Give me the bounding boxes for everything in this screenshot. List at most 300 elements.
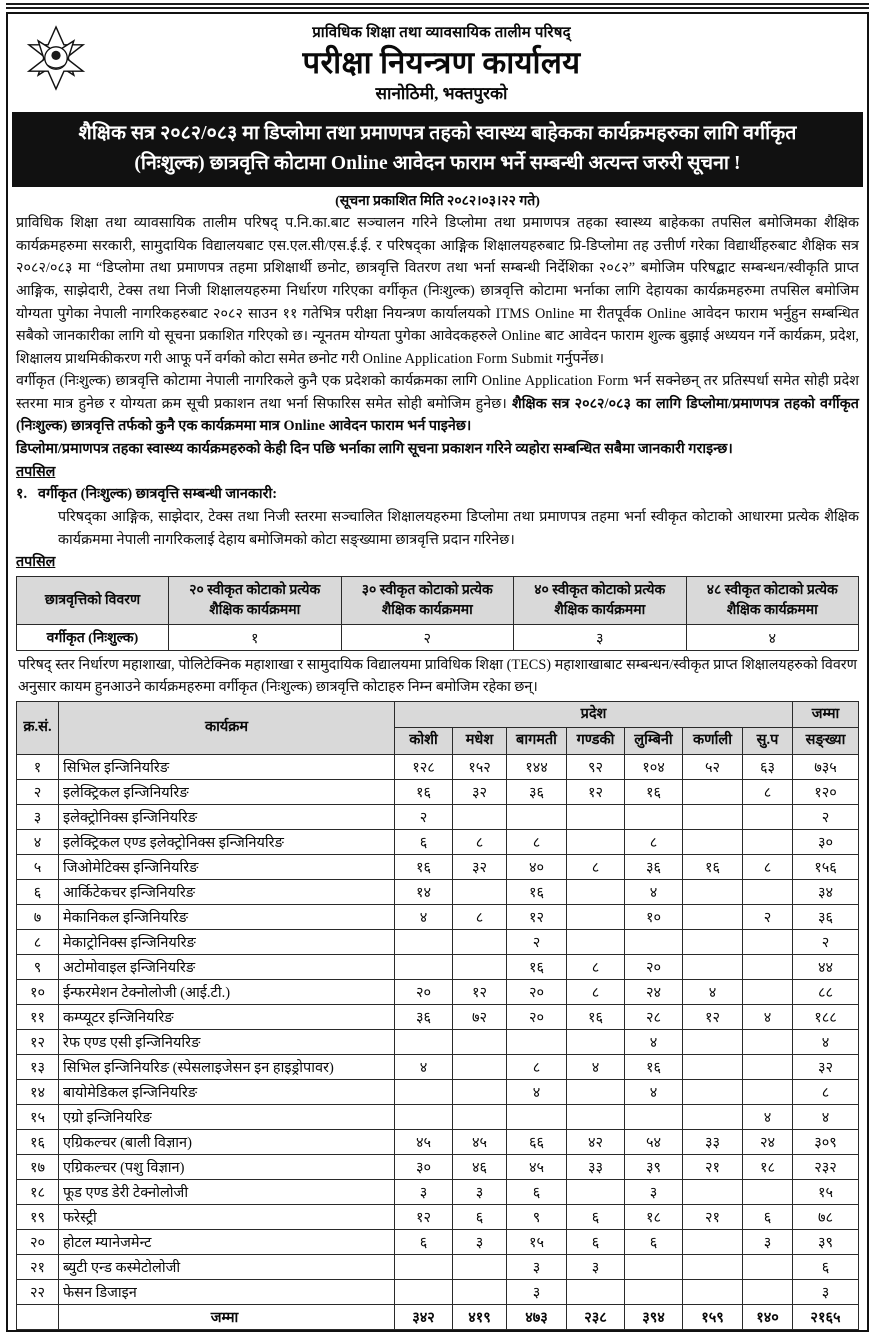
header-province-gandaki: गण्डकी [567, 728, 625, 755]
row-serial: १९ [17, 1204, 59, 1229]
item-1-number: १. [16, 486, 28, 503]
row-value-कोशी: ३० [395, 1154, 453, 1179]
table-row [17, 1129, 859, 1154]
table-row [17, 904, 859, 929]
row-program-name: होटल म्यानेजमेन्ट [59, 1229, 395, 1254]
row-value-मधेश [453, 1279, 507, 1304]
row-value-सु.प: ८ [743, 854, 793, 879]
row-value-गण्डकी [567, 929, 625, 954]
row-value-बागमती: ४५ [507, 1154, 567, 1179]
row-value-सु.प: ८ [743, 779, 793, 804]
row-value-कर्णाली [683, 1104, 743, 1129]
row-program-name: कम्प्यूटर इन्जिनियरिङ [59, 1004, 395, 1029]
row-value-कर्णाली [683, 1029, 743, 1054]
row-value-गण्डकी [567, 1179, 625, 1204]
row-total: ३० [793, 829, 859, 854]
row-program-name: जिओमेटिक्स इन्जिनियरिङ [59, 854, 395, 879]
row-value-सु.प: १८ [743, 1154, 793, 1179]
total-row-serial-blank [17, 1304, 59, 1329]
row-serial: १० [17, 979, 59, 1004]
row-value-मधेश: ८ [453, 829, 507, 854]
row-serial: १८ [17, 1179, 59, 1204]
row-value-कर्णाली: १२ [683, 1004, 743, 1029]
row-value-गण्डकी: ८ [567, 854, 625, 879]
row-total: ८८ [793, 979, 859, 1004]
notice-banner [12, 112, 863, 187]
row-value-सु.प [743, 954, 793, 979]
row-total: २ [793, 929, 859, 954]
row-value-मधेश [453, 1079, 507, 1104]
row-value-बागमती [507, 1104, 567, 1129]
quota-value-1: २ [341, 625, 514, 651]
row-value-कर्णाली [683, 1054, 743, 1079]
table-row [17, 829, 859, 854]
row-value-बागमती: १२ [507, 904, 567, 929]
table-row [17, 754, 859, 779]
row-value-कोशी [395, 954, 453, 979]
paragraph-2 [16, 370, 859, 438]
row-value-सु.प: ६३ [743, 754, 793, 779]
table-total-row [17, 1304, 859, 1329]
row-value-लुम्बिनी: ३ [625, 1179, 683, 1204]
row-value-बागमती: ८ [507, 829, 567, 854]
row-value-मधेश [453, 954, 507, 979]
row-total: २ [793, 804, 859, 829]
row-value-लुम्बिनी: ४ [625, 1079, 683, 1104]
row-serial: ८ [17, 929, 59, 954]
header-total-bottom: सङ्ख्या [793, 728, 859, 755]
row-value-लुम्बिनी: ४ [625, 1029, 683, 1054]
table-row [17, 1079, 859, 1104]
row-value-कोशी: ४ [395, 904, 453, 929]
row-value-कर्णाली [683, 929, 743, 954]
masthead-text [94, 19, 859, 106]
row-value-मधेश: १५२ [453, 754, 507, 779]
row-value-बागमती: १६ [507, 954, 567, 979]
row-value-मधेश: ३२ [453, 779, 507, 804]
row-value-गण्डकी [567, 829, 625, 854]
row-program-name: आर्किटेकचर इन्जिनियरिङ [59, 879, 395, 904]
header-program: कार्यक्रम [59, 701, 395, 754]
row-value-गण्डकी [567, 1279, 625, 1304]
row-program-name: मेकाट्रोनिक्स इन्जिनियरिङ [59, 929, 395, 954]
banner-line-1: शैक्षिक सत्र २०८२/०८३ मा डिप्लोमा तथा प्रमाणपत्र तहको स्वास्थ्य बाहेकका कार्यक्रमहरुका लागि वर्गीकृत [78, 123, 797, 144]
row-value-कोशी [395, 1079, 453, 1104]
quota-header-1: २० स्वीकृत कोटाको प्रत्येक शैक्षिक कार्यक्रममा [169, 577, 342, 625]
row-value-बागमती: ६६ [507, 1129, 567, 1154]
row-total: २३२ [793, 1154, 859, 1179]
row-total: ७३५ [793, 754, 859, 779]
row-value-कोशी [395, 1029, 453, 1054]
header-serial: क्र.सं. [17, 701, 59, 754]
row-value-कोशी: १२ [395, 1204, 453, 1229]
row-program-name: एग्रिकल्चर (बाली विज्ञान) [59, 1129, 395, 1154]
row-program-name: मेकानिकल इन्जिनियरिङ [59, 904, 395, 929]
row-value-गण्डकी: ६ [567, 1229, 625, 1254]
item-1-body: परिषद्का आङ्गिक, साझेदार, टेक्स तथा निजी स्तरमा सञ्चालित शिक्षालयहरुमा डिप्लोमा तथा प्रमाणपत्र तहमा भर्ना स्वीकृत कोटाको आधारमा प्रत्येक शैक्षिक कार्यक्रममा नेपाली नागरिकलाई देहाय बमोजिमको कोटा सङ्ख्यामा छात्रवृत्ति प्रदान गरिनेछ। [58, 509, 859, 548]
top-rule-2 [6, 7, 869, 9]
row-serial: ४ [17, 829, 59, 854]
row-value-मधेश: ३ [453, 1229, 507, 1254]
table-row [17, 779, 859, 804]
document-frame [6, 12, 869, 1332]
grand-total: २१६५ [793, 1304, 859, 1329]
total-value-लुम्बिनी: ३९४ [625, 1304, 683, 1329]
row-value-गण्डकी [567, 904, 625, 929]
row-serial: २० [17, 1229, 59, 1254]
row-total: ४ [793, 1029, 859, 1054]
row-total: १२० [793, 779, 859, 804]
program-table-body [17, 754, 859, 1329]
table-row [17, 979, 859, 1004]
row-value-कर्णाली [683, 804, 743, 829]
paragraph-1: प्राविधिक शिक्षा तथा व्यावसायिक तालीम परिषद् प.नि.का.बाट सञ्चालन गरिने डिप्लोमा तथा प्रमाणपत्र तहका स्वास्थ्य बाहेकका तपसिल बमोजिमका शैक्षिक कार्यक्रमहरुमा सरकारी, सामुदायिक विद्यालयबाट एस.एल.सी/एस.ई.ई. र परिषद्का आङ्गिक शिक्षालयहरुबाट प्रि-डिप्लोमा तह उत्तीर्ण गरेका विद्यार्थीहरुबाट शैक्षिक सत्र २०८२/०८३ मा “डिप्लोमा तथा प्रमाणपत्र तहमा प्रशिक्षार्थी छनोट, छात्रवृत्ति वितरण तथा भर्ना सम्बन्धी निर्देशिका २०८२” बमोजिम परिषद्बाट सम्बन्धन/स्वीकृति प्राप्त आङ्गिक, साझेदारी, टेक्स तथा निजी शिक्षालयहरुमा निर्धारण गरिएका वर्गीकृत (निःशुल्क) छात्रवृत्ति कोटामा भर्नाका लागि देहायका कार्यक्रमहरुमा तपसिल बमोजिम योग्यता पुगेका नेपाली नागरिकहरुबाट २०८२ साउन ११ गतेभित्र परीक्षा नियन्त्रण कार्यालयको ITMS Online मा रीतपूर्वक Online आवेदन फाराम भर्नुहुन सम्बन्धित सबैको जानकारीका लागि यो सूचना प्रकाशित गरिएको छ। न्यूनतम योग्यता पुगेका आवेदकहरुले Online बाट आवेदन फाराम शुल्क बुझाई अध्ययन गर्ने कार्यक्रम, प्रदेश, शिक्षालय प्राथमिकीकरण गरी आफू पर्ने वर्गको कोटा समेत छनोट गरी Online Application Form Submit गर्नुपर्नेछ। [16, 215, 859, 367]
row-value-बागमती: ४ [507, 1079, 567, 1104]
table-row [17, 954, 859, 979]
row-value-लुम्बिनी: ४ [625, 879, 683, 904]
row-value-लुम्बिनी: १० [625, 904, 683, 929]
row-value-मधेश [453, 879, 507, 904]
row-value-कोशी: ३६ [395, 1004, 453, 1029]
row-total: ३२ [793, 1054, 859, 1079]
top-rule-1 [6, 3, 869, 5]
row-value-गण्डकी: ४ [567, 1054, 625, 1079]
header-province-sudurpashchim: सु.प [743, 728, 793, 755]
row-program-name: फेसन डिजाइन [59, 1279, 395, 1304]
row-value-कोशी: २ [395, 804, 453, 829]
row-value-कर्णाली [683, 879, 743, 904]
row-value-लुम्बिनी: २८ [625, 1004, 683, 1029]
row-value-कोशी: ४ [395, 1054, 453, 1079]
row-value-लुम्बिनी: ३९ [625, 1154, 683, 1179]
item-1 [16, 483, 859, 506]
table-row [17, 1004, 859, 1029]
row-value-बागमती: ६ [507, 1179, 567, 1204]
table-row [17, 1104, 859, 1129]
row-program-name: बायोमेडिकल इन्जिनियरिङ [59, 1079, 395, 1104]
row-value-बागमती: ८ [507, 1054, 567, 1079]
row-value-गण्डकी: ८ [567, 954, 625, 979]
row-program-name: सिभिल इन्जिनियरिङ [59, 754, 395, 779]
row-value-मधेश: १२ [453, 979, 507, 1004]
row-value-कर्णाली [683, 1279, 743, 1304]
quota-data-row [17, 625, 859, 651]
row-value-सु.प: २४ [743, 1129, 793, 1154]
row-value-लुम्बिनी: १८ [625, 1204, 683, 1229]
row-value-सु.प [743, 1279, 793, 1304]
publish-date: (सूचना प्रकाशित मिति २०८२।०३।२२ गते) [335, 194, 540, 210]
row-value-लुम्बिनी [625, 1104, 683, 1129]
row-value-कोशी [395, 929, 453, 954]
table-row [17, 1279, 859, 1304]
row-value-बागमती: ४० [507, 854, 567, 879]
row-value-मधेश: ७२ [453, 1004, 507, 1029]
row-value-लुम्बिनी [625, 929, 683, 954]
table-row [17, 1054, 859, 1079]
row-value-कर्णाली [683, 1079, 743, 1104]
quota-value-2: ३ [514, 625, 687, 651]
row-value-कर्णाली [683, 779, 743, 804]
row-serial: १ [17, 754, 59, 779]
row-value-लुम्बिनी: २४ [625, 979, 683, 1004]
org-title: परीक्षा नियन्त्रण कार्यालय [302, 45, 581, 81]
total-value-सु.प: १४० [743, 1304, 793, 1329]
row-value-गण्डकी [567, 1104, 625, 1129]
row-value-कर्णाली: २१ [683, 1204, 743, 1229]
row-value-गण्डकी [567, 1079, 625, 1104]
row-value-सु.प [743, 829, 793, 854]
row-value-गण्डकी [567, 879, 625, 904]
row-value-सु.प [743, 1029, 793, 1054]
org-address: सानोठिमी, भक्तपुरको [375, 84, 508, 104]
row-program-name: फूड एण्ड डेरी टेक्नोलोजी [59, 1179, 395, 1204]
program-quota-table [16, 701, 859, 1330]
row-serial: २१ [17, 1254, 59, 1279]
row-value-लुम्बिनी [625, 804, 683, 829]
row-program-name: ईन्फरमेशन टेक्नोलोजी (आई.टी.) [59, 979, 395, 1004]
row-value-कोशी: ३ [395, 1179, 453, 1204]
row-value-सु.प [743, 804, 793, 829]
header-province-madhesh: मधेश [453, 728, 507, 755]
row-program-name: फरेस्ट्री [59, 1204, 395, 1229]
notice-body [8, 212, 867, 1329]
row-value-सु.प [743, 979, 793, 1004]
row-program-name: इलेक्ट्रिकल इन्जिनियरिङ [59, 779, 395, 804]
row-value-कर्णाली [683, 904, 743, 929]
paragraph-3: डिप्लोमा/प्रमाणपत्र तहका स्वास्थ्य कार्यक्रमहरुको केही दिन पछि भर्नाका लागि सूचना प्रकाशन गरिने व्यहोरा सम्बन्धित सबैमा जानकारी गराइन्छ। [16, 441, 733, 458]
header-province-karnali: कर्णाली [683, 728, 743, 755]
row-value-सु.प [743, 1079, 793, 1104]
quota-value-3: ४ [686, 625, 859, 651]
row-value-बागमती: ३ [507, 1254, 567, 1279]
table-row [17, 1229, 859, 1254]
row-value-कर्णाली [683, 1179, 743, 1204]
row-value-गण्डकी: ३३ [567, 1154, 625, 1179]
notice-page [0, 3, 875, 1326]
row-value-गण्डकी: ६ [567, 1204, 625, 1229]
total-value-बागमती: ४७३ [507, 1304, 567, 1329]
row-value-बागमती [507, 1029, 567, 1054]
quota-value-0: १ [169, 625, 342, 651]
table-row [17, 929, 859, 954]
quota-header-0: छात्रवृत्तिको विवरण [17, 577, 169, 625]
row-serial: २२ [17, 1279, 59, 1304]
row-serial: ११ [17, 1004, 59, 1029]
row-value-लुम्बिनी [625, 1279, 683, 1304]
paragraph-2-bold: शैक्षिक सत्र २०८२/०८३ का लागि डिप्लोमा/प्रमाणपत्र तहको वर्गीकृत (निःशुल्क) छात्रवृत्ति तर्फको कुनै एक कार्यक्रममा मात्र Online आवेदन फाराम भर्न पाइनेछ। [16, 395, 859, 435]
row-value-मधेश [453, 804, 507, 829]
row-total: ८ [793, 1079, 859, 1104]
row-value-कर्णाली [683, 1229, 743, 1254]
row-serial: ९ [17, 954, 59, 979]
row-value-सु.प [743, 1254, 793, 1279]
row-serial: ३ [17, 804, 59, 829]
org-subtitle: प्राविधिक शिक्षा तथा व्यावसायिक तालीम परिषद् [312, 25, 571, 41]
row-value-मधेश: ३ [453, 1179, 507, 1204]
row-value-बागमती: १४४ [507, 754, 567, 779]
row-value-गण्डकी: १२ [567, 779, 625, 804]
header-province-group: प्रदेश [395, 701, 793, 728]
row-value-कोशी: ६ [395, 829, 453, 854]
table-row [17, 854, 859, 879]
star-emblem-icon [23, 25, 89, 91]
tevt-emblem-icon [20, 21, 94, 99]
row-value-कर्णाली: ४ [683, 979, 743, 1004]
table-row [17, 1154, 859, 1179]
row-serial: १४ [17, 1079, 59, 1104]
row-value-कर्णाली [683, 1254, 743, 1279]
quota-row-label: वर्गीकृत (निःशुल्क) [17, 625, 169, 651]
paragraph-2-plain: वर्गीकृत (निःशुल्क) छात्रवृत्ति कोटामा नेपाली नागरिकले कुनै एक प्रदेशको कार्यक्रमका लागि Online Application Form भर्न सक्नेछन् तर प्रतिस्पर्धा समेत सोही प्रदेश स्तरमा मात्र हुनेछ र योग्यता क्रम सूची प्रकाशन तथा भर्ना सिफारिस समेत सोही बमोजिम हुनेछ। [16, 373, 859, 412]
row-total: १८८ [793, 1004, 859, 1029]
row-value-कोशी: १२८ [395, 754, 453, 779]
row-value-बागमती: ९ [507, 1204, 567, 1229]
row-value-कर्णाली: २१ [683, 1154, 743, 1179]
row-value-सु.प: ३ [743, 1229, 793, 1254]
mid-note: परिषद् स्तर निर्धारण महाशाखा, पोलिटेक्निक महाशाखा र सामुदायिक विद्यालयमा प्राविधिक शिक्षा (TECS) महाशाखाबाट सम्बन्धन/स्वीकृत प्राप्त शिक्षालयहरुको विवरण अनुसार कायम हुनआउने कार्यक्रमहरुमा वर्गीकृत (निःशुल्क) छात्रवृत्ति कोटाहरु निम्न बमोजिम रहेका छन्। [18, 657, 857, 696]
table-row [17, 804, 859, 829]
row-value-गण्डकी [567, 804, 625, 829]
row-value-कर्णाली: १६ [683, 854, 743, 879]
tapsil-heading-1: तपसिल [16, 463, 56, 480]
row-value-गण्डकी: ४२ [567, 1129, 625, 1154]
total-value-कोशी: ३४२ [395, 1304, 453, 1329]
row-value-मधेश [453, 929, 507, 954]
row-value-लुम्बिनी: ६ [625, 1229, 683, 1254]
banner-line-2: (निःशुल्क) छात्रवृत्ति कोटामा Online आवेदन फाराम भर्ने सम्बन्धी अत्यन्त जरुरी सूचना ! [134, 152, 741, 174]
row-value-गण्डकी: ८ [567, 979, 625, 1004]
row-value-बागमती: ३६ [507, 779, 567, 804]
row-total: ६ [793, 1254, 859, 1279]
row-value-कोशी: १६ [395, 779, 453, 804]
total-value-मधेश: ४१९ [453, 1304, 507, 1329]
row-value-बागमती: १५ [507, 1229, 567, 1254]
row-total: ३४ [793, 879, 859, 904]
masthead [8, 14, 867, 106]
header-province-koshi: कोशी [395, 728, 453, 755]
quota-table [16, 576, 859, 651]
row-value-मधेश [453, 1104, 507, 1129]
row-total: ४४ [793, 954, 859, 979]
row-value-कोशी [395, 1279, 453, 1304]
row-value-कोशी: १४ [395, 879, 453, 904]
row-value-सु.प [743, 1054, 793, 1079]
row-value-सु.प: ४ [743, 1004, 793, 1029]
row-value-मधेश: ४५ [453, 1129, 507, 1154]
row-value-लुम्बिनी: १६ [625, 1054, 683, 1079]
row-total: ३६ [793, 904, 859, 929]
row-value-सु.प: ४ [743, 1104, 793, 1129]
row-value-कोशी: ४५ [395, 1129, 453, 1154]
row-value-बागमती: २० [507, 979, 567, 1004]
header-province-lumbini: लुम्बिनी [625, 728, 683, 755]
row-value-सु.प [743, 879, 793, 904]
row-program-name: इलेक्ट्रिकल एण्ड इलेक्ट्रोनिक्स इन्जिनियरिङ [59, 829, 395, 854]
row-value-लुम्बिनी: ८ [625, 829, 683, 854]
row-value-मधेश [453, 1054, 507, 1079]
row-program-name: इलेक्ट्रोनिक्स इन्जिनियरिङ [59, 804, 395, 829]
row-value-बागमती: २० [507, 1004, 567, 1029]
table-row [17, 1029, 859, 1054]
item-1-title: वर्गीकृत (निःशुल्क) छात्रवृत्ति सम्बन्धी जानकारी: [38, 486, 278, 503]
table-row [17, 1254, 859, 1279]
row-value-गण्डकी: ९२ [567, 754, 625, 779]
header-province-bagmati: बागमती [507, 728, 567, 755]
table-row [17, 879, 859, 904]
row-program-name: एग्रिकल्चर (पशु विज्ञान) [59, 1154, 395, 1179]
row-serial: ५ [17, 854, 59, 879]
row-value-मधेश [453, 1254, 507, 1279]
row-value-सु.प: २ [743, 904, 793, 929]
row-total: ३ [793, 1279, 859, 1304]
row-value-कोशी [395, 1104, 453, 1129]
total-row-label: जम्मा [59, 1304, 395, 1329]
row-value-मधेश: ३२ [453, 854, 507, 879]
row-value-सु.प [743, 929, 793, 954]
row-value-कर्णाली: ५२ [683, 754, 743, 779]
row-value-लुम्बिनी: १६ [625, 779, 683, 804]
row-value-मधेश: ४६ [453, 1154, 507, 1179]
row-program-name: रेफ एण्ड एसी इन्जिनियरिङ [59, 1029, 395, 1054]
row-value-कर्णाली [683, 829, 743, 854]
total-value-गण्डकी: २३८ [567, 1304, 625, 1329]
row-value-मधेश: ८ [453, 904, 507, 929]
row-value-लुम्बिनी: २० [625, 954, 683, 979]
row-value-कोशी: ६ [395, 1229, 453, 1254]
row-value-सु.प: ६ [743, 1204, 793, 1229]
total-value-कर्णाली: १५९ [683, 1304, 743, 1329]
row-value-बागमती: २ [507, 929, 567, 954]
row-total: ३९ [793, 1229, 859, 1254]
row-value-कोशी [395, 1254, 453, 1279]
row-total: ७८ [793, 1204, 859, 1229]
row-program-name: अटोमोवाइल इन्जिनियरिङ [59, 954, 395, 979]
row-total: १५६ [793, 854, 859, 879]
row-total: ३०९ [793, 1129, 859, 1154]
quota-header-3: ४० स्वीकृत कोटाको प्रत्येक शैक्षिक कार्यक्रममा [514, 577, 687, 625]
row-serial: १५ [17, 1104, 59, 1129]
row-value-कर्णाली: ३३ [683, 1129, 743, 1154]
row-value-कर्णाली [683, 954, 743, 979]
row-total: ४ [793, 1104, 859, 1129]
row-value-लुम्बिनी: ३६ [625, 854, 683, 879]
row-value-लुम्बिनी [625, 1254, 683, 1279]
row-value-कोशी: १६ [395, 854, 453, 879]
row-value-बागमती: १६ [507, 879, 567, 904]
row-value-लुम्बिनी: ५४ [625, 1129, 683, 1154]
row-value-कोशी: २० [395, 979, 453, 1004]
row-serial: २ [17, 779, 59, 804]
row-value-बागमती [507, 804, 567, 829]
row-value-मधेश: ६ [453, 1204, 507, 1229]
quota-header-2: ३० स्वीकृत कोटाको प्रत्येक शैक्षिक कार्यक्रममा [341, 577, 514, 625]
header-total-top: जम्मा [793, 701, 859, 728]
row-total: १५ [793, 1179, 859, 1204]
row-program-name: सिभिल इन्जिनियरिङ (स्पेसलाइजेसन इन हाइड्रोपावर) [59, 1054, 395, 1079]
row-value-सु.प [743, 1179, 793, 1204]
quota-header-4: ४८ स्वीकृत कोटाको प्रत्येक शैक्षिक कार्यक्रममा [686, 577, 859, 625]
row-program-name: एग्रो इन्जिनियरिङ [59, 1104, 395, 1129]
tapsil-heading-2: तपसिल [16, 554, 56, 571]
row-serial: १२ [17, 1029, 59, 1054]
row-value-गण्डकी [567, 1029, 625, 1054]
row-serial: १३ [17, 1054, 59, 1079]
row-serial: १६ [17, 1129, 59, 1154]
row-value-बागमती: ३ [507, 1279, 567, 1304]
row-value-लुम्बिनी: १०४ [625, 754, 683, 779]
row-serial: १७ [17, 1154, 59, 1179]
main-header-row-1 [17, 701, 859, 728]
